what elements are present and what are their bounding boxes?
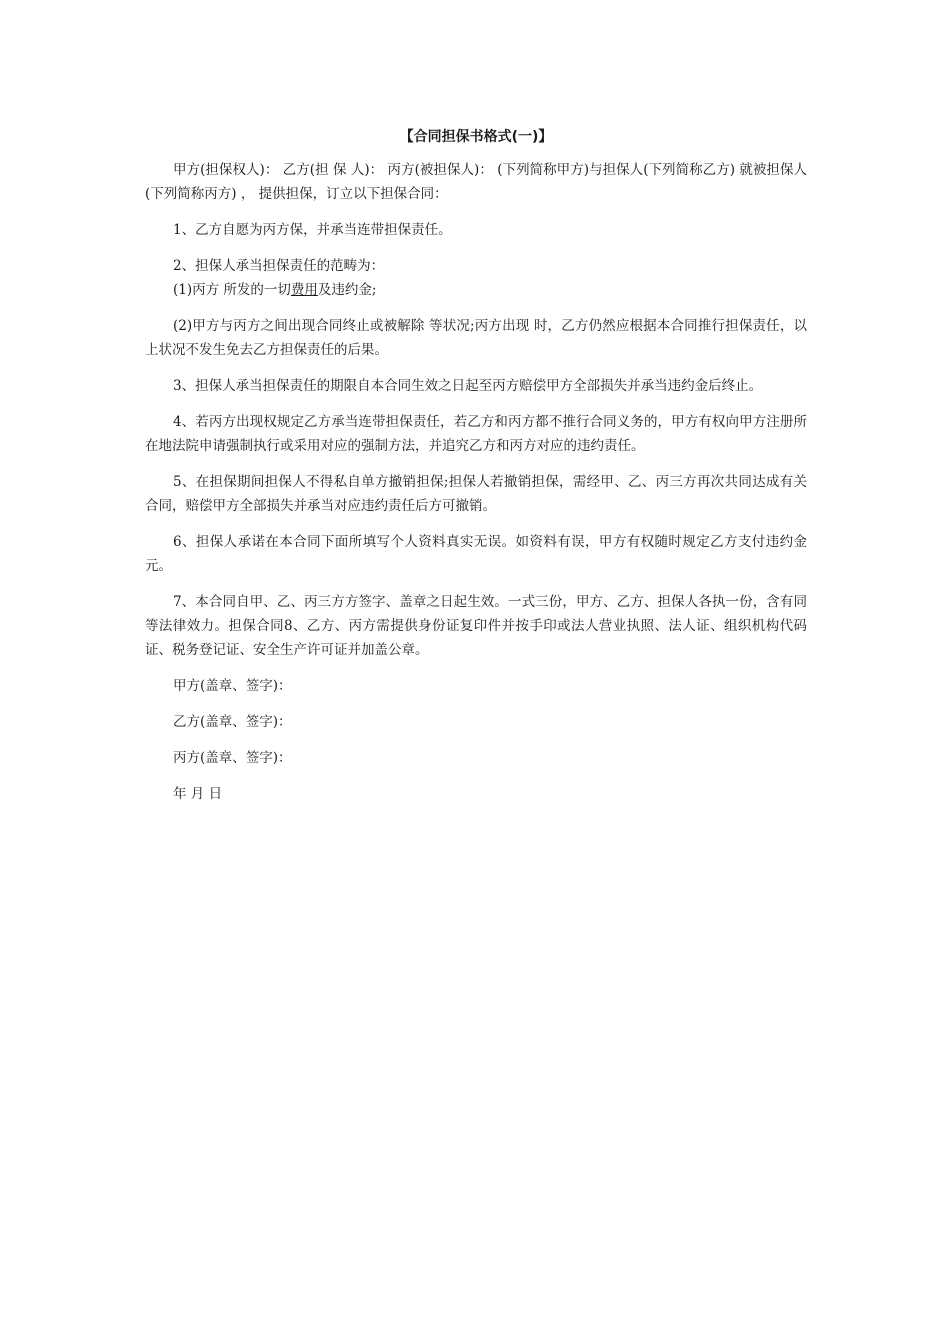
signature-party-c: 丙方(盖章、签字)：: [173, 750, 292, 766]
document-page: [145, 122, 807, 818]
clause-4: 4、若丙方出现权规定乙方承当连带担保责任，若乙方和丙方都不推行合同义务的，甲方有权向甲方注册所在地法院申请强制执行或采用对应的强制方法，并追究乙方和丙方对应的违约责任。: [145, 414, 807, 454]
clause-2-item-1-text: (1)丙方 所发的一切: [173, 282, 291, 298]
date-line: 年 月 日: [173, 786, 223, 802]
signature-party-b: 乙方(盖章、签字)：: [173, 714, 292, 730]
clause-2-item-1: [145, 278, 807, 302]
clause-2: 2、担保人承当担保责任的范畴为：: [173, 258, 385, 274]
clause-5: 5、在担保期间担保人不得私自单方撤销担保;担保人若撤销担保，需经甲、乙、丙三方再次共同达成有关合同，赔偿甲方全部损失并承当对应违约责任后方可撤销。: [145, 474, 807, 514]
fee-link[interactable]: 费用: [290, 282, 318, 298]
intro-paragraph: 甲方(担保权人)： 乙方(担 保 人)： 丙方(被担保人)： (下列简称甲方)与担保人(下列简称乙方) 就被担保人(下列简称丙方) ， 提供担保，订立以下担保合同：: [145, 162, 807, 202]
clause-7: 7、本合同自甲、乙、丙三方方签字、盖章之日起生效。一式三份，甲方、乙方、担保人各执一份，含有同等法律效力。担保合同8、乙方、丙方需提供身份证复印件并按手印或法人营业执照、法人证、组织机构代码证、税务登记证、安全生产许可证并加盖公章。: [145, 594, 807, 658]
signature-party-a: 甲方(盖章、签字)：: [173, 678, 292, 694]
document-title: 【合同担保书格式(一)】: [399, 129, 553, 145]
clause-1: 1、乙方自愿为丙方保，并承当连带担保责任。: [173, 222, 452, 238]
clause-2-item-2: (2)甲方与丙方之间出现合同终止或被解除 等状况;丙方出现 时，乙方仍然应根据本合同推行担保责任，以上状况不发生免去乙方担保责任的后果。: [145, 318, 807, 358]
clause-2-item-1-tail: 及违约金;: [317, 282, 377, 298]
clause-6: 6、担保人承诺在本合同下面所填写个人资料真实无误。如资料有误，甲方有权随时规定乙方支付违约金 元。: [145, 534, 807, 574]
clause-3: 3、担保人承当担保责任的期限自本合同生效之日起至丙方赔偿甲方全部损失并承当违约金后终止。: [173, 378, 763, 394]
